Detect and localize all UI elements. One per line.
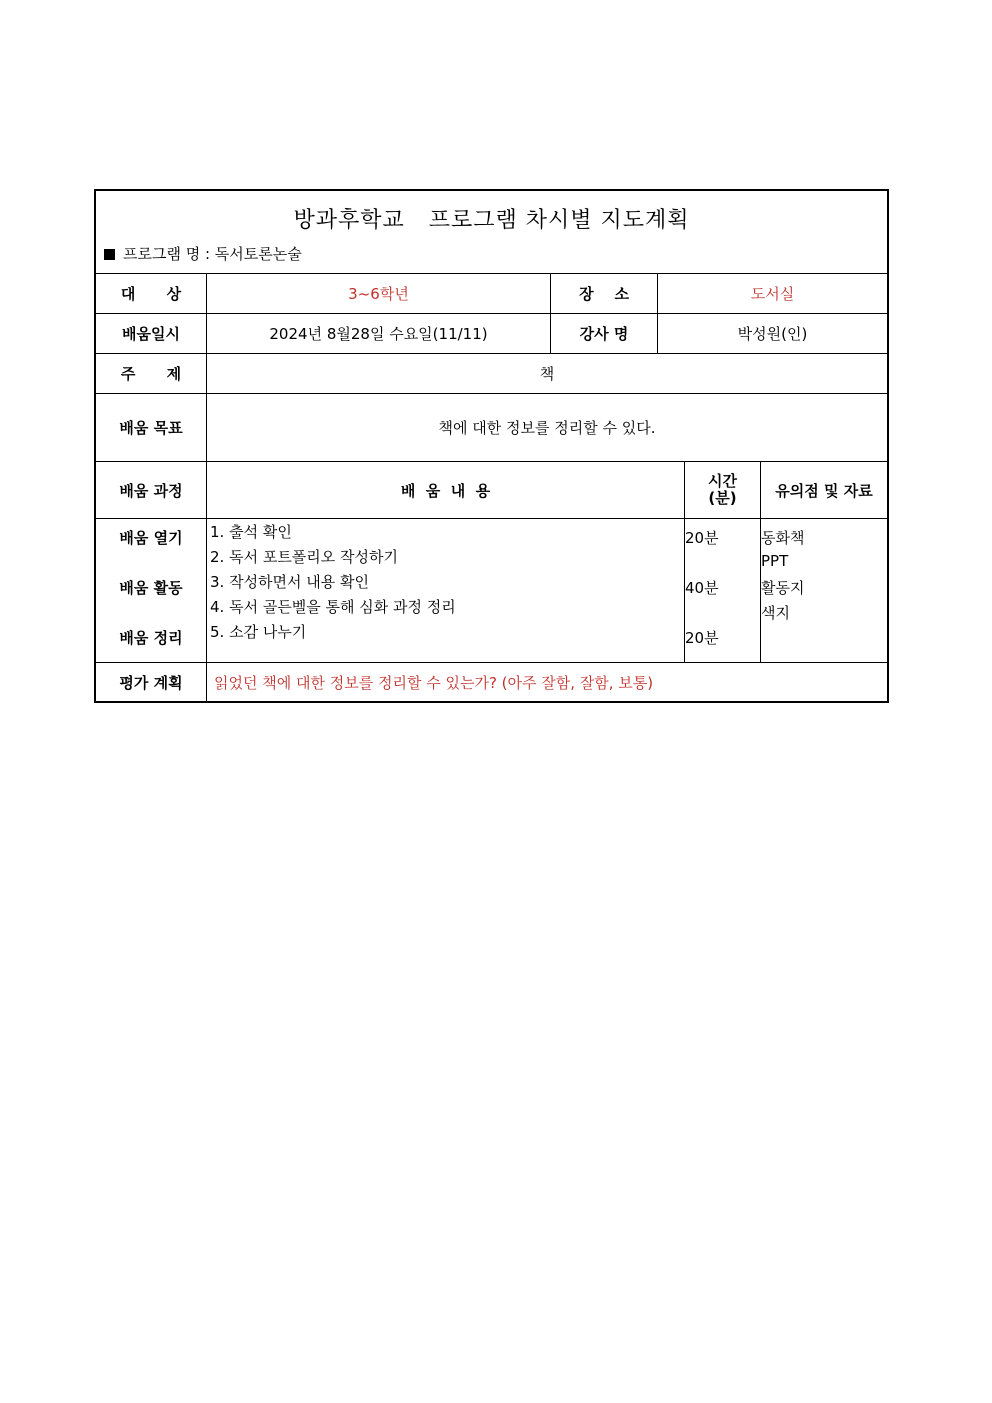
black-square-icon [104,249,115,260]
stage-opening: 배움 열기 [119,529,183,547]
evaluation-label: 평가 계획 [119,673,183,692]
process-notes-header: 유의점 및 자료 [775,481,873,500]
teacher-label: 강사 명 [579,325,629,343]
date-value: 2024년 8월28일 수요일(11/11) [269,325,488,343]
teacher-value: 박성원(인) [737,325,808,343]
date-label: 배움일시 [122,325,180,343]
program-name-line [104,243,302,264]
goal-value: 책에 대한 정보를 정리할 수 있다. [438,419,656,437]
target-value: 3~6학년 [348,284,409,303]
target-label: 대 상 [120,284,182,303]
lesson-plan-table [94,189,889,703]
process-content-header: 배 움 내 용 [400,481,491,500]
content-item: 5. 소감 나누기 [210,623,307,641]
time-opening: 20분 [685,529,719,547]
goal-label: 배움 목표 [119,419,183,437]
topic-value: 책 [539,365,555,383]
content-item: 4. 독서 골든벨을 통해 심화 과정 정리 [210,598,456,616]
time-activity: 40분 [685,579,719,597]
evaluation-value: 읽었던 책에 대한 정보를 정리할 수 있는가? (아주 잘함, 잘함, 보통) [214,673,654,692]
process-stage-header: 배움 과정 [119,481,183,500]
topic-label: 주 제 [120,365,182,383]
material-item: 동화책 [761,529,805,547]
plan-grid [96,273,887,701]
content-item: 1. 출석 확인 [210,523,292,541]
content-item: 3. 작성하면서 내용 확인 [210,573,370,591]
title-area [96,191,887,273]
row-divider [96,518,887,519]
process-time-header: 시간 (분) [708,472,737,507]
program-name: 프로그램 명 : 독서토론논술 [123,245,302,263]
material-item: 활동지 [761,579,805,597]
stage-activity: 배움 활동 [119,579,183,597]
place-value: 도서실 [750,284,795,303]
place-label: 장 소 [579,284,629,303]
material-item: 색지 [761,604,790,622]
material-item: PPT [761,552,789,570]
time-closing: 20분 [685,629,719,647]
document-title: 방과후학교 프로그램 차시별 지도계획 [293,208,690,233]
stage-closing: 배움 정리 [119,629,183,647]
content-item: 2. 독서 포트폴리오 작성하기 [210,548,399,566]
